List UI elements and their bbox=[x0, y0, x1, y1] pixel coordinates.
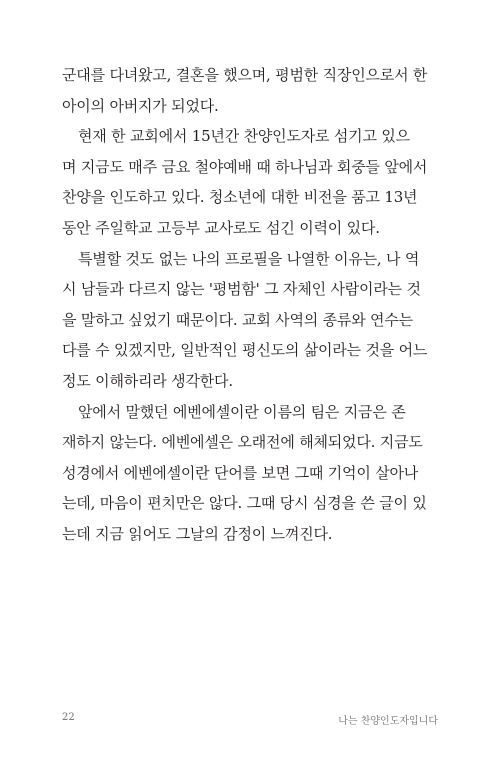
text-line: 며 지금도 매주 금요 철야예배 때 하나님과 회중들 앞에서 bbox=[62, 157, 428, 176]
page-body bbox=[62, 60, 438, 550]
text-line: 는데, 마음이 편치만은 않다. 그때 당시 심경을 쓴 글이 있 bbox=[62, 494, 427, 513]
page-number: 22 bbox=[62, 712, 75, 723]
text-line: 재하지 않는다. 에벤에셀은 오래전에 해체되었다. 지금도 bbox=[62, 433, 423, 452]
text-line: 앞에서 말했던 에벤에셀이란 이름의 팀은 지금은 존 bbox=[78, 402, 406, 421]
text-line: 군대를 다녀왔고, 결혼을 했으며, 평범한 직장인으로서 한 bbox=[62, 66, 428, 84]
text-line: 현재 한 교회에서 15년간 찬양인도자로 섬기고 있으 bbox=[78, 127, 410, 146]
text-line: 성경에서 에벤에셀이란 단어를 보면 그때 기억이 살아나 bbox=[62, 463, 419, 482]
text-line: 정도 이해하리라 생각한다. bbox=[62, 371, 233, 390]
text-line: 아이의 아버지가 되었다. bbox=[62, 96, 219, 115]
text-line: 찬양을 인도하고 있다. 청소년에 대한 비전을 품고 13년 bbox=[62, 188, 418, 207]
text-line: 을 말하고 싶었기 때문이다. 교회 사역의 종류와 연수는 bbox=[62, 310, 413, 329]
text-line: 동안 주일학교 고등부 교사로도 섬긴 이력이 있다. bbox=[62, 218, 380, 237]
text-line: 특별할 것도 없는 나의 프로필을 나열한 이유는, 나 역 bbox=[78, 249, 420, 268]
text-line: 다를 수 있겠지만, 일반적인 평신도의 삶이라는 것을 어느 bbox=[62, 341, 428, 360]
text-line: 시 남들과 다르지 않는 '평범함' 그 자체인 사람이라는 것 bbox=[62, 280, 421, 299]
text-line: 는데 지금 읽어도 그날의 감정이 느껴진다. bbox=[62, 524, 333, 543]
running-title: 나는 찬양인도자입니다 bbox=[338, 716, 438, 727]
page-footer bbox=[62, 712, 438, 728]
